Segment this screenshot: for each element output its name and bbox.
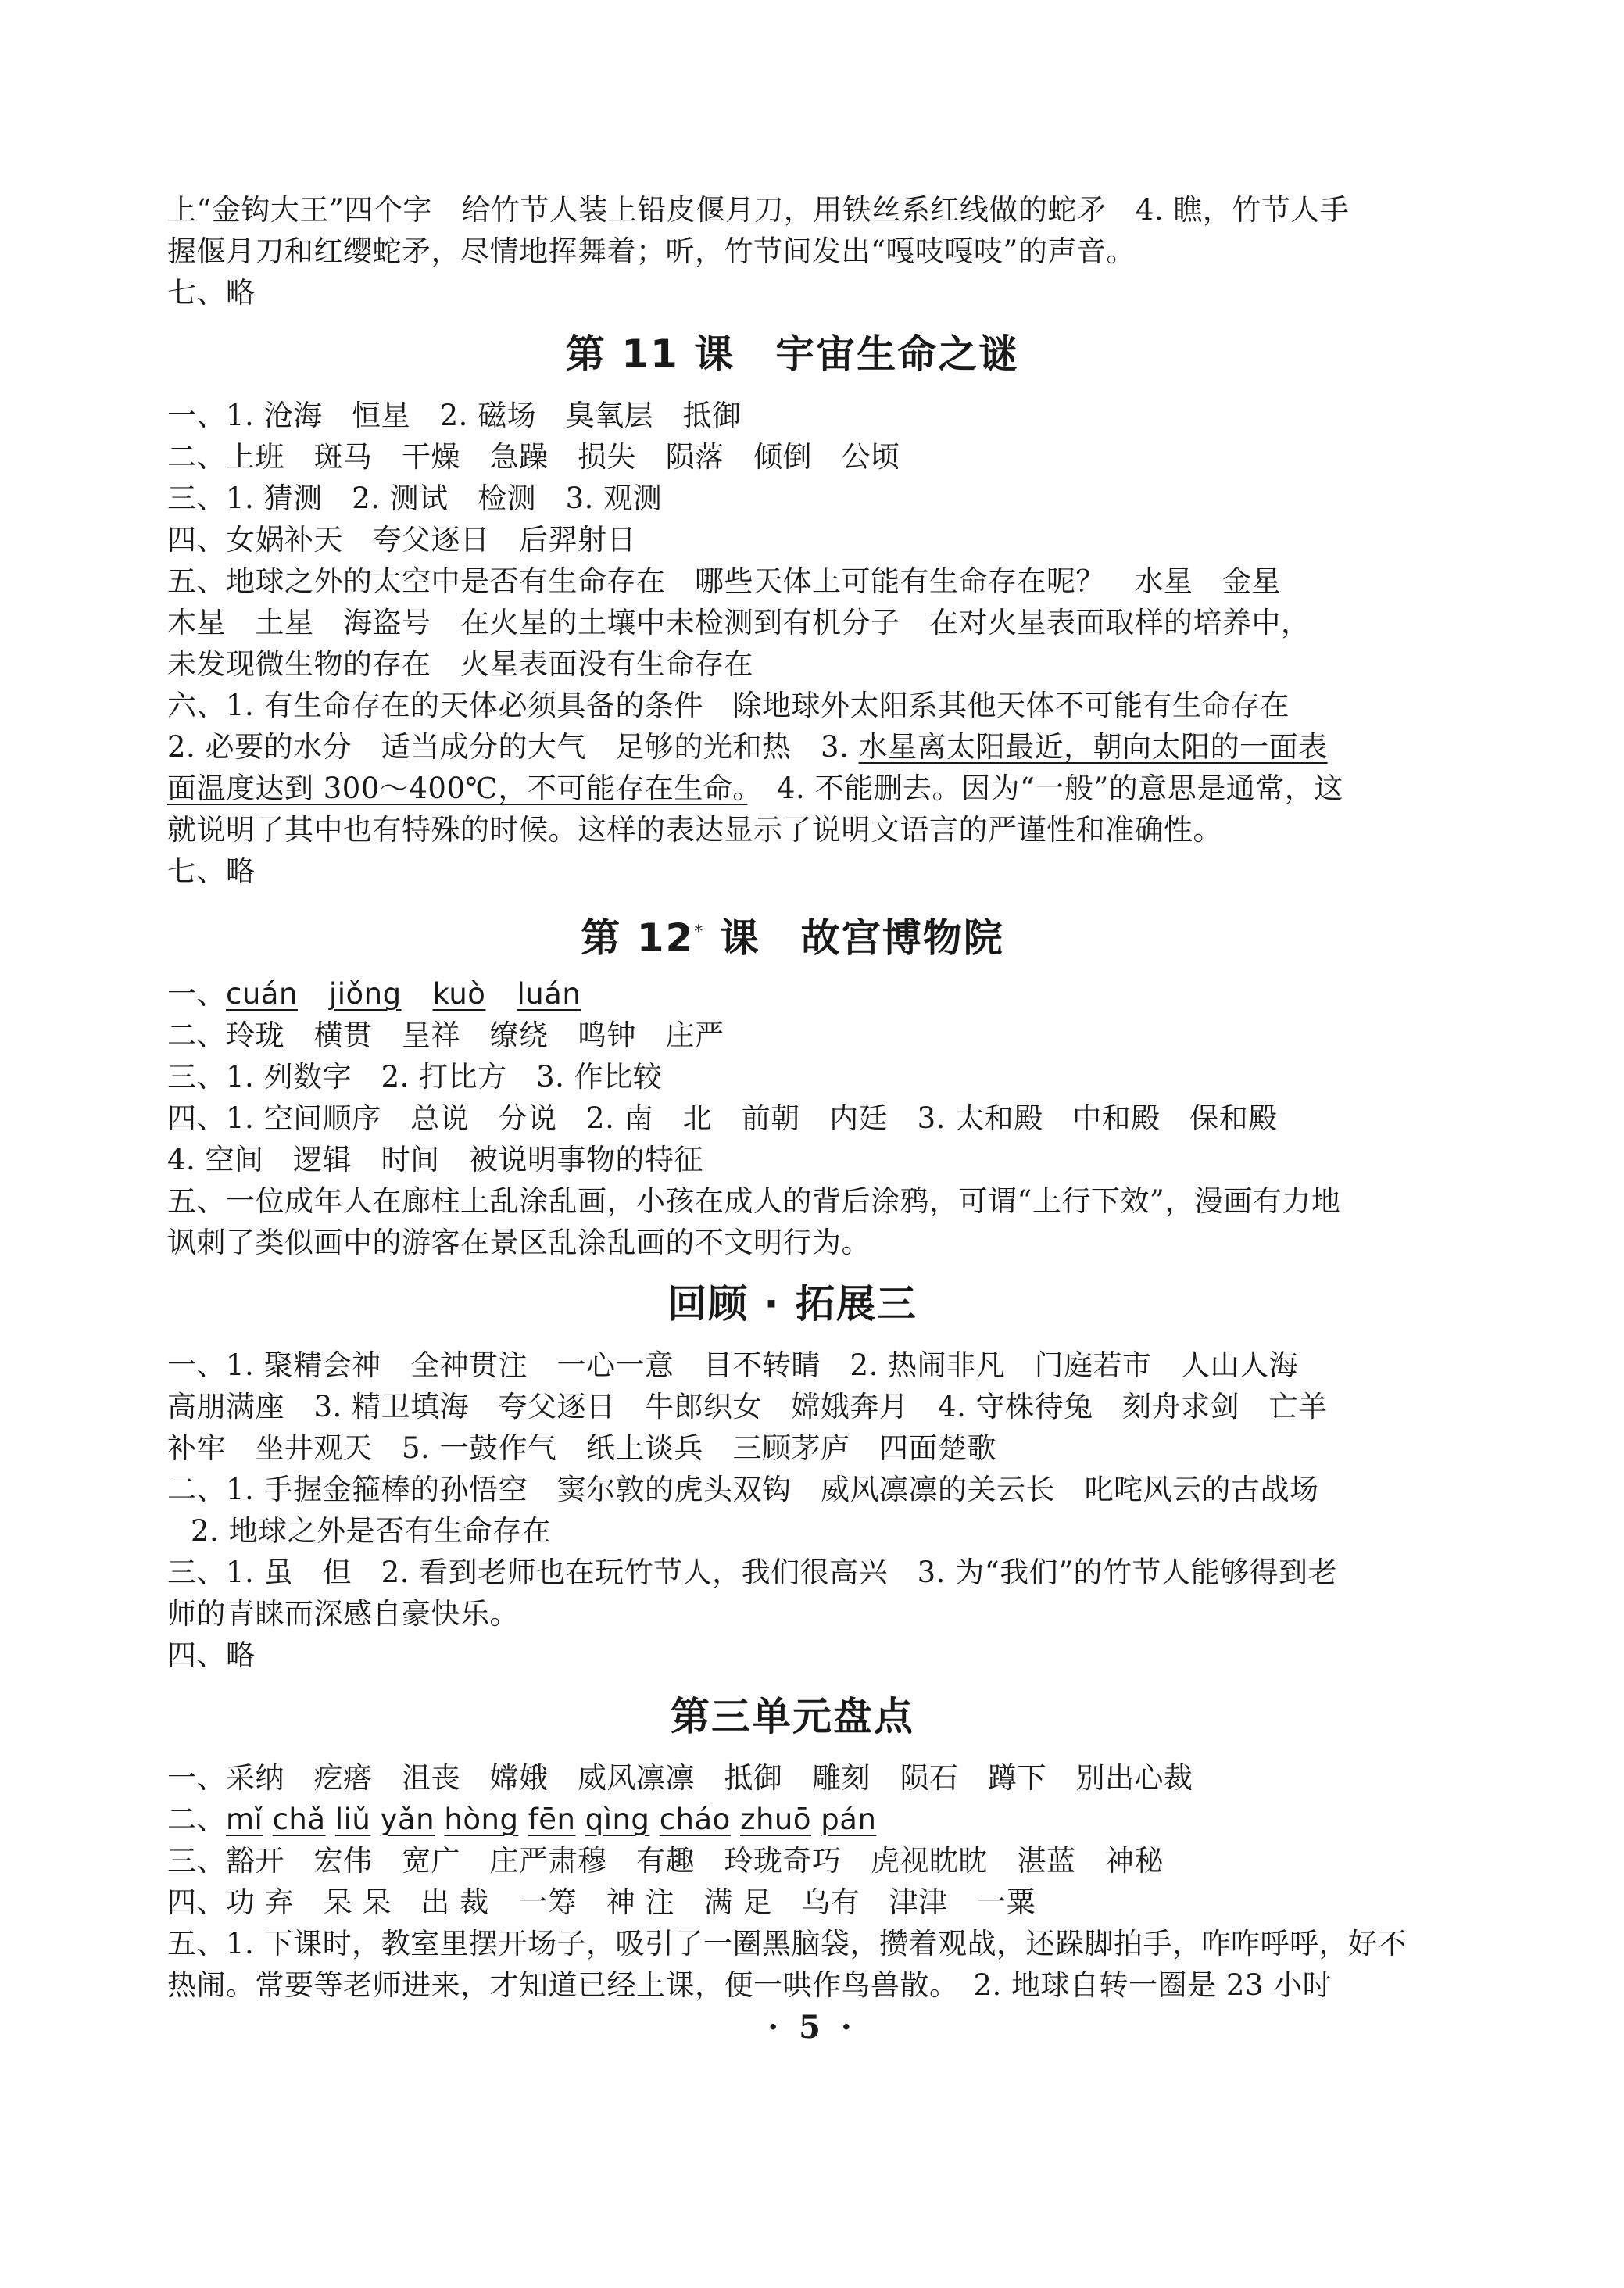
page-content — [167, 189, 1418, 2006]
text-line: 二、1. 手握金箍棒的孙悟空 窦尔敦的虎头双钩 威风凛凛的关云长 叱咤风云的古战场 — [167, 1473, 1319, 1506]
text-line: 四、略 — [167, 1638, 256, 1672]
text-segment: 4. 不能删去。因为“一般”的意思是通常，这 — [747, 772, 1343, 805]
text-line: 就说明了其中也有特殊的时候。这样的表达显示了说明文语言的严谨性和准确性。 — [167, 813, 1222, 847]
pinyin-answer: chǎ — [272, 1803, 326, 1836]
pinyin-answer: cháo — [659, 1803, 731, 1836]
text-line: 二、玲珑 横贯 呈祥 缭绕 鸣钟 庄严 — [167, 1019, 724, 1052]
pinyin-line — [167, 973, 1418, 1015]
pinyin-answer: fēn — [528, 1803, 576, 1836]
text-line: 一、1. 聚精会神 全神贯注 一心一意 目不转睛 2. 热闹非凡 门庭若市 人山人海 — [167, 1348, 1299, 1382]
item-prefix: 二、 — [167, 1803, 226, 1836]
text-line: 五、1. 下课时，教室里摆开场子，吸引了一圈黑脑袋，攒着观战，还跺脚拍手，咋咋呼呼，好不 — [167, 1927, 1408, 1960]
pinyin-answer: zhuō — [740, 1803, 812, 1836]
text-line: 4. 空间 逻辑 时间 被说明事物的特征 — [167, 1143, 704, 1176]
underlined-answer: 水星离太阳最近，朝向太阳的一面表 — [858, 730, 1328, 764]
pinyin-answer: qìng — [585, 1803, 650, 1836]
underlined-answer: 面温度达到 300～400℃，不可能存在生命。 — [167, 772, 748, 805]
text-line — [167, 768, 1418, 809]
text-line: 三、1. 猜测 2. 测试 检测 3. 观测 — [167, 482, 663, 515]
title-part: 课 故宫博物院 — [704, 915, 1004, 961]
text-line: 七、略 — [167, 276, 256, 310]
text-line: 上“金钩大王”四个字 给竹节人装上铅皮偃月刀，用铁丝系红线做的蛇矛 4. 瞧，竹节人手 — [167, 193, 1350, 227]
unit-3-title: 第三单元盘点 — [671, 1694, 914, 1739]
item-prefix: 一、 — [167, 977, 226, 1011]
lesson-12-title — [167, 892, 1418, 973]
pinyin-answer: mǐ — [226, 1803, 263, 1836]
text-line: 一、采纳 疙瘩 沮丧 嫦娥 威风凛凛 抵御 雕刻 陨石 蹲下 别出心裁 — [167, 1761, 1193, 1795]
pinyin-line — [167, 1799, 1418, 1840]
title-part: 第 12 — [581, 915, 695, 961]
pinyin-answer: yǎn — [380, 1803, 435, 1836]
pinyin-answer: liǔ — [334, 1803, 371, 1836]
text-line: 一、1. 沧海 恒星 2. 磁场 臭氧层 抵御 — [167, 399, 742, 432]
pinyin-answer: jiǒng — [328, 977, 402, 1011]
text-line: 五、一位成年人在廊柱上乱涂乱画，小孩在成人的背后涂鸦，可谓“上行下效”，漫画有力地 — [167, 1184, 1341, 1218]
page-number: · 5 · — [767, 2009, 857, 2046]
text-line: 讽刺了类似画中的游客在景区乱涂乱画的不文明行为。 — [167, 1226, 871, 1259]
text-line: 补牢 坐井观天 5. 一鼓作气 纸上谈兵 三顾茅庐 四面楚歌 — [167, 1431, 997, 1465]
text-line: 握偃月刀和红缨蛇矛，尽情地挥舞着；听，竹节间发出“嘎吱嘎吱”的声音。 — [167, 235, 1136, 268]
text-line: 2. 地球之外是否有生命存在 — [191, 1514, 552, 1548]
star-mark: * — [694, 922, 705, 942]
text-line: 三、1. 虽 但 2. 看到老师也在玩竹节人，我们很高兴 3. 为“我们”的竹节人能够得到老 — [167, 1556, 1338, 1589]
text-line: 木星 土星 海盗号 在火星的土壤中未检测到有机分子 在对火星表面取样的培养中， — [167, 606, 1311, 639]
pinyin-answer: pán — [821, 1803, 877, 1836]
text-line: 未发现微生物的存在 火星表面没有生命存在 — [167, 647, 753, 681]
lesson-11-title: 第 11 课 宇宙生命之谜 — [565, 331, 1020, 377]
text-line: 三、豁开 宏伟 宽广 庄严肃穆 有趣 玲珑奇巧 虎视眈眈 湛蓝 神秘 — [167, 1844, 1164, 1878]
text-line: 三、1. 列数字 2. 打比方 3. 作比较 — [167, 1060, 663, 1094]
text-line: 五、地球之外的太空中是否有生命存在 哪些天体上可能有生命存在呢？ 水星 金星 — [167, 564, 1281, 598]
text-line: 四、女娲补天 夸父逐日 后羿射日 — [167, 523, 636, 557]
text-line: 师的青睐而深感自豪快乐。 — [167, 1597, 519, 1631]
pinyin-answer: kuò — [432, 977, 486, 1011]
pinyin-answer: hòng — [444, 1803, 519, 1836]
pinyin-answer: cuán — [226, 977, 298, 1011]
text-line: 七、略 — [167, 854, 256, 888]
pinyin-answer: luán — [517, 977, 581, 1011]
review-3-title: 回顾 · 拓展三 — [667, 1281, 918, 1327]
text-line: 高朋满座 3. 精卫填海 夸父逐日 牛郎织女 嫦娥奔月 4. 守株待兔 刻舟求剑 亡羊 — [167, 1390, 1328, 1423]
text-line — [167, 726, 1418, 768]
text-line: 四、功 弃 呆 呆 出 裁 一筹 神 注 满 足 乌有 津津 一粟 — [167, 1885, 1036, 1919]
text-line: 四、1. 空间顺序 总说 分说 2. 南 北 前朝 内廷 3. 太和殿 中和殿 保和殿 — [167, 1101, 1278, 1135]
text-line: 六、1. 有生命存在的天体必须具备的条件 除地球外太阳系其他天体不可能有生命存在 — [167, 689, 1290, 722]
text-line: 二、上班 斑马 干燥 急躁 损失 陨落 倾倒 公顷 — [167, 440, 900, 474]
text-segment: 2. 必要的水分 适当成分的大气 足够的光和热 3. — [167, 730, 859, 764]
text-line: 热闹。常要等老师进来，才知道已经上课，便一哄作鸟兽散。 2. 地球自转一圈是 23 小时 — [167, 1968, 1332, 2002]
